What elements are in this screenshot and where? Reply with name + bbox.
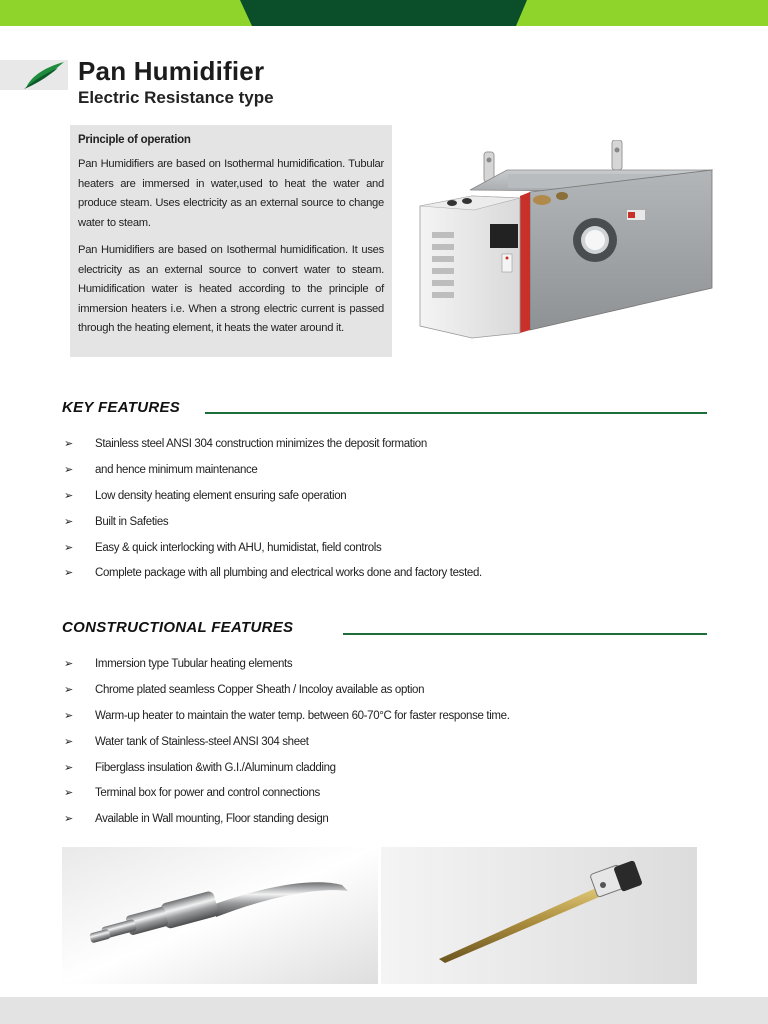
arrow-bullet-icon: ➢ bbox=[64, 567, 73, 580]
arrow-bullet-icon: ➢ bbox=[64, 709, 73, 722]
arrow-bullet-icon: ➢ bbox=[64, 463, 73, 476]
arrow-bullet-icon: ➢ bbox=[64, 735, 73, 748]
arrow-bullet-icon: ➢ bbox=[64, 683, 73, 696]
bottom-bar bbox=[0, 997, 768, 1024]
key-features-heading: KEY FEATURES bbox=[62, 399, 181, 416]
arrow-bullet-icon: ➢ bbox=[64, 541, 73, 554]
principle-panel bbox=[70, 125, 392, 357]
logo-backdrop bbox=[0, 60, 68, 90]
immersion-heating-element-photo bbox=[381, 847, 697, 984]
page-title: Pan Humidifier bbox=[78, 56, 265, 86]
arrow-bullet-icon: ➢ bbox=[64, 761, 73, 774]
key-features-list bbox=[62, 437, 482, 592]
list-item: ➢ Low density heating element ensuring safe operation bbox=[64, 489, 347, 502]
list-item: ➢ Built in Safeties bbox=[64, 515, 169, 528]
constructional-features-list bbox=[62, 657, 510, 838]
top-banner bbox=[0, 0, 768, 26]
arrow-bullet-icon: ➢ bbox=[64, 813, 73, 826]
list-item: ➢ Fiberglass insulation &with G.I./Aluminum cladding bbox=[64, 761, 336, 774]
page-subtitle: Electric Resistance type bbox=[78, 88, 274, 107]
list-item: ➢ Stainless steel ANSI 304 construction minimizes the deposit formation bbox=[64, 438, 427, 450]
constructional-features-heading: CONSTRUCTIONAL FEATURES bbox=[62, 619, 294, 636]
list-item: ➢ Easy & quick interlocking with AHU, humidistat, field controls bbox=[64, 541, 382, 554]
principle-heading: Principle of operation bbox=[78, 134, 191, 146]
principle-paragraph-2: Pan Humidifiers are based on Isothermal humidification. It uses electricity as an external source to convert water to steam. Humidification water is heated according to the principle of immersion heaters i.e. When a strong electric current is passed through the heating element, it heats the water around it. bbox=[78, 244, 384, 334]
list-item: ➢ and hence minimum maintenance bbox=[64, 463, 258, 476]
arrow-bullet-icon: ➢ bbox=[64, 658, 73, 670]
list-item: ➢ Immersion type Tubular heating elements bbox=[64, 658, 293, 670]
arrow-bullet-icon: ➢ bbox=[64, 787, 73, 800]
key-features-rule bbox=[205, 412, 707, 414]
pan-humidifier-product-image bbox=[412, 140, 722, 345]
leaf-logo-icon bbox=[0, 60, 68, 90]
principle-paragraph-1: Pan Humidifiers are based on Isothermal humidification. Tubular heaters are immersed in water,used to heat the water and produce steam. Uses electricity as an external source to change water to steam. bbox=[78, 158, 384, 229]
list-item: ➢ Complete package with all plumbing and electrical works done and factory tested. bbox=[64, 567, 482, 580]
list-item: ➢ Chrome plated seamless Copper Sheath / Incoloy available as option bbox=[64, 683, 425, 696]
list-item: ➢ Available in Wall mounting, Floor standing design bbox=[64, 813, 329, 826]
list-item: ➢ Water tank of Stainless-steel ANSI 304 sheet bbox=[64, 735, 309, 748]
arrow-bullet-icon: ➢ bbox=[64, 489, 73, 502]
copper-sheath-heater-photo bbox=[62, 847, 378, 984]
arrow-bullet-icon: ➢ bbox=[64, 515, 73, 528]
list-item: ➢ Terminal box for power and control connections bbox=[64, 787, 320, 800]
arrow-bullet-icon: ➢ bbox=[64, 438, 73, 450]
constructional-features-rule bbox=[343, 633, 707, 635]
list-item: ➢ Warm-up heater to maintain the water temp. between 60-70°C for faster response time. bbox=[64, 709, 510, 722]
